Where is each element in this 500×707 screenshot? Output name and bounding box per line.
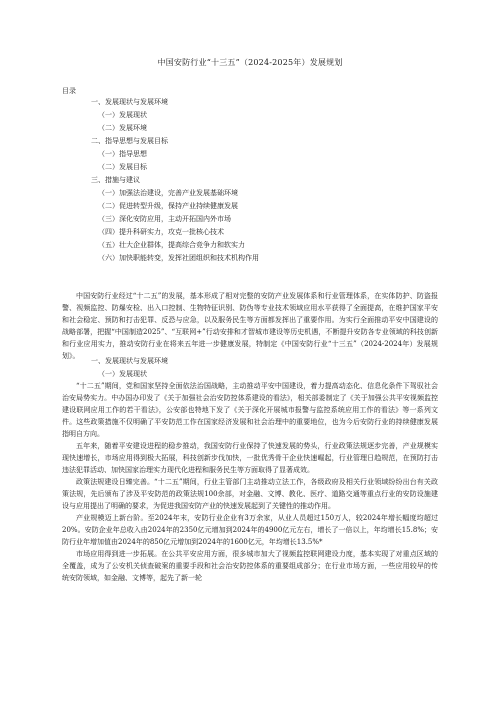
toc-item[interactable]: （六）加快职能转变，发挥社团组织和技术机构作用 (98, 254, 259, 262)
toc-item[interactable]: （一）加强法治建设，完善产业发展基础环境 (98, 189, 238, 197)
toc-item[interactable]: （一）发展现状 (98, 111, 147, 119)
subsection-heading: （一）发展现状 (98, 370, 147, 378)
body-paragraph: 产业规模迈上新台阶。至2024年末，安防行业企业有3万余家，从业人员超过150万人，较2024年增长幅度均超过20%。安防企业年总收入由2024年的2350亿元增加到2024年的4900亿元左右，增长了一倍以上，年均增长15.8%；安防行业年增加值由2024年的850亿元增加到2024年的1600亿元，年均增长13.5%* (62, 514, 438, 546)
intro-paragraph (62, 290, 438, 362)
toc-item[interactable]: （二）发展目标 (98, 163, 147, 171)
body-paragraph: 政策法规建设日臻完善。“十二五”期间，行业主管部门主动推动立法工作，各级政府及相关行业领域纷纷出台有关政策法规，先后颁布了涉及平安防范的政策法规100余部，对金融、文博、教化、医疗、道路交通等重点行业的安防设施建设与应用提出了明确的要求，为促进我国安防产业的快速发展起到了关键性的推动作用。 (62, 478, 438, 510)
toc-label: 目录 (62, 87, 76, 95)
section-body (62, 380, 438, 584)
toc-item[interactable]: 二、指导思想与发展目标 (91, 137, 168, 145)
toc-item[interactable]: （二）促进转型升级，保持产业持续健康发展 (98, 202, 238, 210)
body-paragraph: “十二五”期间，党和国家坚持全面依法治国战略，主动推动平安中国建设，着力提高动态化、信息化条件下驾驭社会治安局势实力。中办国办印发了《关于加强社会治安防控体系建设的看法》，相关部委制定了《关于加强公共平安视频监控建设联网应用工作的若干看法》，公安部也特地下发了《关于深化开展城市报警与监控系统应用工作的看法》等一系列文件。这些政策措施不仅明确了平安防范工作在国家经济发展和社会治理中的重要地位，也为今后安防行业的持续健康发展指明自方向。 (62, 382, 438, 438)
section-heading: 一、发展现状与发展环境 (91, 357, 168, 365)
body-paragraph: 市场应用得到进一步拓展。在公共平安应用方面，很多城市加大了视频监控联网建设力度，基本实现了对重点区域的全覆盖，成为了公安机关侦查破案的重要手段和社会治安防控体系的重要组成部分；在行业市场方面，一些应用较早的传统安防领域，如金融、文博等，起先了新一轮 (62, 550, 438, 582)
toc-item[interactable]: 一、发展现状与发展环境 (91, 98, 168, 106)
body-paragraph: 五年来，随着平安建设进程的稳步推动，我国安防行业保持了快速发展的势头，行业政策法规逐步完善，产业规模实现快速增长，市场应用得到极大拓展，科技创新步伐加快，一批优秀骨干企业快速崛起，行业管理日趋规范，在预防打击违法犯罪活动、加快国家治理实力现代化进程和服务民生等方面取得了显著成效。 (62, 442, 438, 474)
toc-item[interactable]: （五）壮大企业群体，提高综合竞争力和软实力 (98, 241, 245, 249)
toc-item[interactable]: （二）发展环境 (98, 124, 147, 132)
intro-text: 中国安防行业经过“十二五”的发展，基本形成了相对完整的安防产业发展体系和行业管理体系，在实体防护、防盗报警、视频监控、防爆安检、出入口控制、生物特征识别、防伪等专业技术领域应用水平获得了全面提高，在维护国家平安和社会稳定、预防和打击犯罪、反恐与应急，以及服务民生等方面都发挥出了重要作用。为实行全面推动平安中国建设的战略部署，把握“中国制造2025”、“互联网+”行动安排和才智城市建设等历史机遇，不断提升安防各专业领域的科技创新和行业应用实力，推动安防行业在将来五年进一步健康发展，特制定《中国安防行业“十三五”（2024-2024年）发展规划》。 (62, 292, 438, 360)
document-title: 中国安防行业“十三五”（2024-2025年）发展规划 (157, 58, 343, 67)
toc-item[interactable]: （三）深化安防应用，主动开拓国内外市场 (98, 215, 231, 223)
toc-item[interactable]: （一）指导思想 (98, 150, 147, 158)
toc-item[interactable]: 三、措施与建议 (91, 176, 140, 184)
toc-item[interactable]: （四）提升科研实力，攻克一批核心技术 (98, 228, 224, 236)
